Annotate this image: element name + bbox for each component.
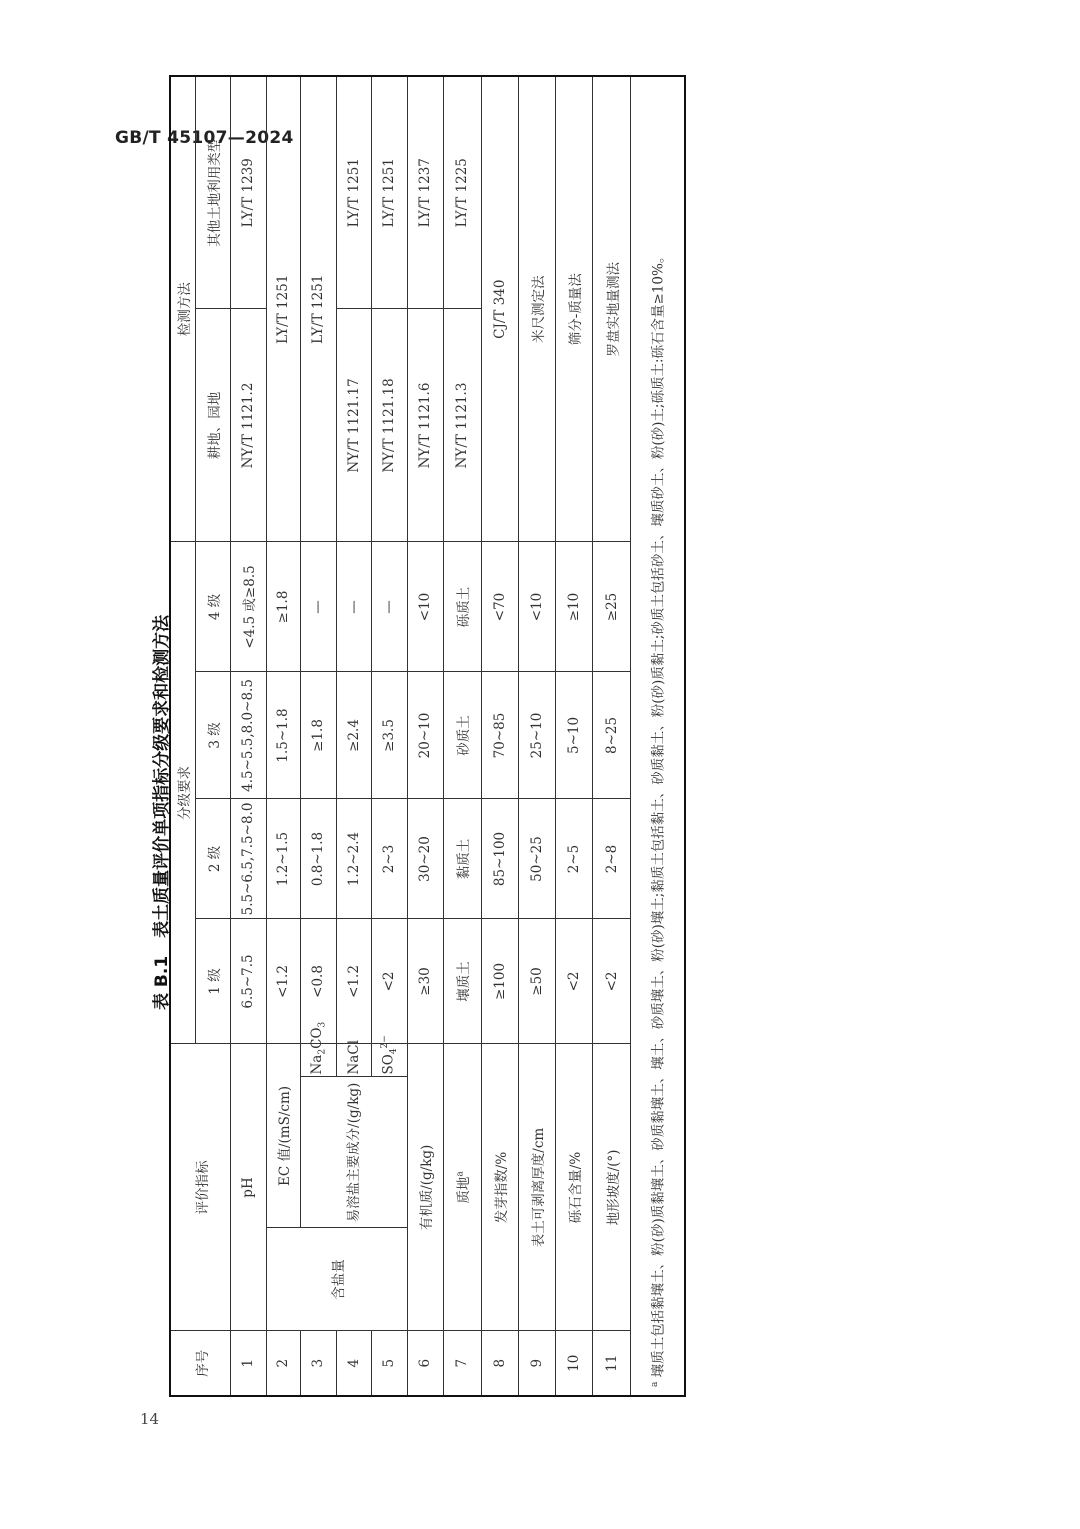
cell-method-other: LY/T 1237 — [407, 76, 444, 309]
cell-grade1: ≥50 — [519, 919, 556, 1044]
cell-grade2: 2~3 — [372, 799, 408, 919]
cell-seq: 2 — [266, 1331, 300, 1396]
header-seq: 序号 — [170, 1331, 231, 1396]
cell-method-farm: NY/T 1121.3 — [444, 309, 482, 542]
header-grade1: 1 级 — [195, 919, 231, 1044]
cell-seq: 9 — [519, 1331, 556, 1396]
cell-grade3: 20~10 — [407, 672, 444, 799]
cell-grade1: <1.2 — [336, 919, 372, 1044]
page-number: 14 — [140, 1410, 160, 1428]
cell-grade3: 25~10 — [519, 672, 556, 799]
cell-seq: 3 — [301, 1331, 337, 1396]
cell-method-merged: 筛分-质量法 — [555, 76, 593, 542]
cell-grade4: ≥1.8 — [266, 542, 300, 672]
cell-method-other: LY/T 1239 — [231, 76, 267, 309]
header-grade3: 3 级 — [195, 672, 231, 799]
cell-seq: 8 — [481, 1331, 519, 1396]
cell-grade4: <70 — [481, 542, 519, 672]
cell-method-other: LY/T 1251 — [372, 76, 408, 309]
cell-seq: 11 — [593, 1331, 631, 1396]
footnote-mark: a — [650, 1381, 661, 1387]
table-title-text: 表土质量评价单项指标分级要求和检测方法 — [152, 614, 172, 938]
cell-grade2: 5.5~6.5,7.5~8.0 — [231, 799, 267, 919]
cell-grade3: 5~10 — [555, 672, 593, 799]
cell-grade3: 1.5~1.8 — [266, 672, 300, 799]
header-grading: 分级要求 — [170, 542, 195, 1044]
cell-indicator: 质地$^a$ — [444, 1044, 482, 1331]
footnote-text: 壤质土包括黏壤土、粉(砂)质黏壤土、砂质黏壤土、壤土、砂质壤土、粉(砂)壤土;黏质土包括黏土、砂质黏土、粉(砂)质黏土;砂质土包括砂土、壤质砂土、粉(砂)土;砾质土:砾石含量≥10%。 — [650, 249, 667, 1378]
table-row — [301, 76, 337, 1396]
cell-grade4: <10 — [407, 542, 444, 672]
table-row — [444, 76, 482, 1396]
table-row — [266, 76, 300, 1396]
header-grade4: 4 级 — [195, 542, 231, 672]
cell-seq: 10 — [555, 1331, 593, 1396]
table-row — [519, 76, 556, 1396]
cell-grade3: 砂质土 — [444, 672, 482, 799]
cell-method-merged: 罗盘实地量测法 — [593, 76, 631, 542]
cell-grade2: 50~25 — [519, 799, 556, 919]
cell-indicator: 表土可剥离厚度/cm — [519, 1044, 556, 1331]
table-footnote-row — [631, 76, 685, 1396]
cell-indicator: EC 值/(mS/cm) — [266, 1044, 300, 1228]
cell-seq: 7 — [444, 1331, 482, 1396]
cell-method-other: LY/T 1251 — [336, 76, 372, 309]
cell-grade4: — — [336, 542, 372, 672]
standard-number: GB/T 45107—2024 — [115, 128, 294, 148]
table-row — [231, 76, 267, 1396]
cell-method-farm: NY/T 1121.18 — [372, 309, 408, 542]
cell-salt-sub: 易溶盐主要成分/(g/kg) — [301, 1077, 408, 1228]
cell-method-farm: NY/T 1121.6 — [407, 309, 444, 542]
header-method: 检测方法 — [170, 76, 195, 542]
cell-grade3: 8~25 — [593, 672, 631, 799]
cell-grade1: ≥100 — [481, 919, 519, 1044]
cell-grade4: — — [301, 542, 337, 672]
cell-grade1: 壤质土 — [444, 919, 482, 1044]
cell-salt-group: 含盐量 — [266, 1228, 407, 1331]
table-footnote — [631, 76, 685, 1396]
cell-grade1: <2 — [555, 919, 593, 1044]
cell-grade4: <10 — [519, 542, 556, 672]
cell-grade2: 1.2~2.4 — [336, 799, 372, 919]
cell-grade1: <1.2 — [266, 919, 300, 1044]
cell-method-farm: NY/T 1121.17 — [336, 309, 372, 542]
table-row — [593, 76, 631, 1396]
header-method-other: 其他土地利用类型 — [195, 76, 231, 309]
cell-grade2: 2~8 — [593, 799, 631, 919]
cell-so4: $SO_4^{2-}$ — [372, 1044, 408, 1077]
header-grade2: 2 级 — [195, 799, 231, 919]
cell-grade3: 70~85 — [481, 672, 519, 799]
table-row — [407, 76, 444, 1396]
cell-grade1: ≥30 — [407, 919, 444, 1044]
cell-grade2: 0.8~1.8 — [301, 799, 337, 919]
cell-grade3: ≥3.5 — [372, 672, 408, 799]
cell-grade1: 6.5~7.5 — [231, 919, 267, 1044]
cell-nacl: NaCl — [336, 1044, 372, 1077]
cell-grade3: 4.5~5.5,8.0~8.5 — [231, 672, 267, 799]
cell-grade2: 30~20 — [407, 799, 444, 919]
cell-indicator: 发芽指数/% — [481, 1044, 519, 1331]
cell-grade1: <0.8 — [301, 919, 337, 1044]
cell-grade2: 黏质土 — [444, 799, 482, 919]
cell-grade1: <2 — [372, 919, 408, 1044]
cell-grade4: — — [372, 542, 408, 672]
table-row — [555, 76, 593, 1396]
cell-seq: 1 — [231, 1331, 267, 1396]
rotated-table-wrapper — [169, 138, 686, 1397]
grading-table — [169, 75, 686, 1397]
cell-indicator: 砾石含量/% — [555, 1044, 593, 1331]
cell-indicator: 地形坡度/(°) — [593, 1044, 631, 1331]
cell-seq: 6 — [407, 1331, 444, 1396]
cell-method-merged: 米尺测定法 — [519, 76, 556, 542]
cell-grade1: <2 — [593, 919, 631, 1044]
cell-grade4: ≥25 — [593, 542, 631, 672]
texture-footnote-mark: a — [455, 1171, 466, 1177]
cell-grade4: ≥10 — [555, 542, 593, 672]
cell-seq: 5 — [372, 1331, 408, 1396]
cell-method-merged: CJ/T 340 — [481, 76, 519, 542]
cell-grade4: <4.5 或≥8.5 — [231, 542, 267, 672]
cell-grade2: 1.2~1.5 — [266, 799, 300, 919]
cell-grade2: 85~100 — [481, 799, 519, 919]
cell-method-merged: LY/T 1251 — [266, 76, 300, 542]
cell-na2co3: $Na_2CO_3$ — [301, 1044, 337, 1077]
cell-grade3: ≥1.8 — [301, 672, 337, 799]
cell-method-merged: LY/T 1251 — [301, 76, 337, 542]
cell-indicator: pH — [231, 1044, 267, 1331]
cell-grade4: 砾质土 — [444, 542, 482, 672]
cell-seq: 4 — [336, 1331, 372, 1396]
table-row — [481, 76, 519, 1396]
cell-grade2: 2~5 — [555, 799, 593, 919]
cell-indicator: 有机质/(g/kg) — [407, 1044, 444, 1331]
cell-method-farm: NY/T 1121.2 — [231, 309, 267, 542]
table-title-number: 表 B.1 — [152, 955, 172, 1010]
cell-method-other: LY/T 1225 — [444, 76, 482, 309]
cell-grade3: ≥2.4 — [336, 672, 372, 799]
header-method-farm: 耕地、园地 — [195, 309, 231, 542]
header-indicator: 评价指标 — [170, 1044, 231, 1331]
